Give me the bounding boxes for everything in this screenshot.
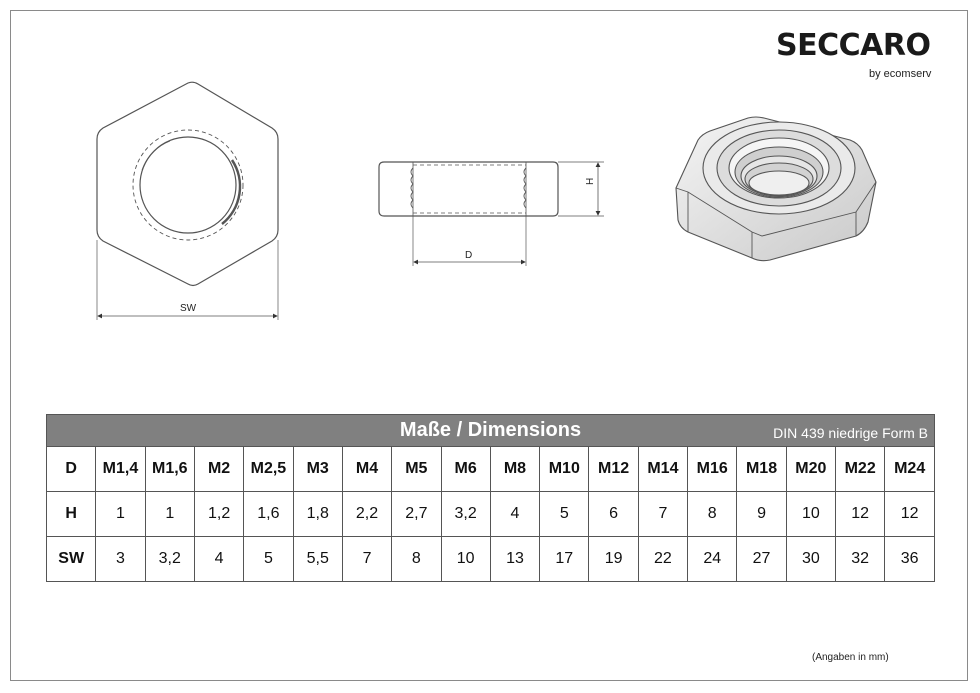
dimensions-table xyxy=(46,414,935,582)
table-cell: 4 xyxy=(194,537,243,582)
table-cell: 3 xyxy=(96,537,145,582)
table-row-d xyxy=(47,447,935,492)
table-cell: 3,2 xyxy=(145,537,194,582)
table-cell: M3 xyxy=(293,447,342,492)
table-title: Maße / Dimensions xyxy=(399,419,582,441)
table-cell: 19 xyxy=(589,537,638,582)
table-cell: M14 xyxy=(638,447,687,492)
row-label: D xyxy=(47,447,96,492)
table-cell: 1 xyxy=(96,492,145,537)
table-cell: M4 xyxy=(342,447,391,492)
front-view xyxy=(97,82,278,320)
table-norm: DIN 439 niedrige Form B xyxy=(773,425,928,441)
table-cell: M24 xyxy=(885,447,935,492)
table-cell: M22 xyxy=(836,447,885,492)
table-cell: M10 xyxy=(540,447,589,492)
table-cell: 7 xyxy=(638,492,687,537)
table-cell: 8 xyxy=(392,537,441,582)
table-cell: M12 xyxy=(589,447,638,492)
table-cell: 3,2 xyxy=(441,492,490,537)
table-cell: 10 xyxy=(786,492,835,537)
table-cell: 17 xyxy=(540,537,589,582)
side-view xyxy=(379,162,604,266)
table-cell: 27 xyxy=(737,537,786,582)
perspective-view xyxy=(676,117,876,261)
table-cell: M20 xyxy=(786,447,835,492)
table-cell: M16 xyxy=(688,447,737,492)
table-cell: 1,8 xyxy=(293,492,342,537)
table-header xyxy=(47,415,935,447)
table-cell: 8 xyxy=(688,492,737,537)
table-cell: 7 xyxy=(342,537,391,582)
dim-label-d: D xyxy=(465,250,473,261)
table-cell: 4 xyxy=(490,492,539,537)
dim-label-h: H xyxy=(585,177,596,185)
table-cell: 13 xyxy=(490,537,539,582)
table-cell: 2,7 xyxy=(392,492,441,537)
table-cell: M2 xyxy=(194,447,243,492)
table-cell: 9 xyxy=(737,492,786,537)
table-cell: M18 xyxy=(737,447,786,492)
table-cell: 5,5 xyxy=(293,537,342,582)
units-footnote: (Angaben in mm) xyxy=(812,652,889,663)
table-cell: 36 xyxy=(885,537,935,582)
table-cell: 10 xyxy=(441,537,490,582)
row-label: SW xyxy=(47,537,96,582)
table-cell: 30 xyxy=(786,537,835,582)
dim-label-sw: SW xyxy=(180,303,197,314)
brand-tagline: by ecomserv xyxy=(869,68,932,80)
table-cell: 1 xyxy=(145,492,194,537)
table-cell: M1,6 xyxy=(145,447,194,492)
table-cell: 24 xyxy=(688,537,737,582)
table-cell: M2,5 xyxy=(244,447,293,492)
table-row-sw xyxy=(47,537,935,582)
table-row-h xyxy=(47,492,935,537)
table-cell: M5 xyxy=(392,447,441,492)
table-cell: 12 xyxy=(836,492,885,537)
table-cell: 5 xyxy=(540,492,589,537)
table-cell: 2,2 xyxy=(342,492,391,537)
table-cell: 1,2 xyxy=(194,492,243,537)
table-cell: M6 xyxy=(441,447,490,492)
table-cell: 22 xyxy=(638,537,687,582)
table-cell: 6 xyxy=(589,492,638,537)
row-label: H xyxy=(47,492,96,537)
table-cell: 12 xyxy=(885,492,935,537)
table-cell: 32 xyxy=(836,537,885,582)
table-cell: M1,4 xyxy=(96,447,145,492)
brand-name: SECCARO xyxy=(776,28,931,63)
table-cell: 1,6 xyxy=(244,492,293,537)
table-cell: M8 xyxy=(490,447,539,492)
table-cell: 5 xyxy=(244,537,293,582)
